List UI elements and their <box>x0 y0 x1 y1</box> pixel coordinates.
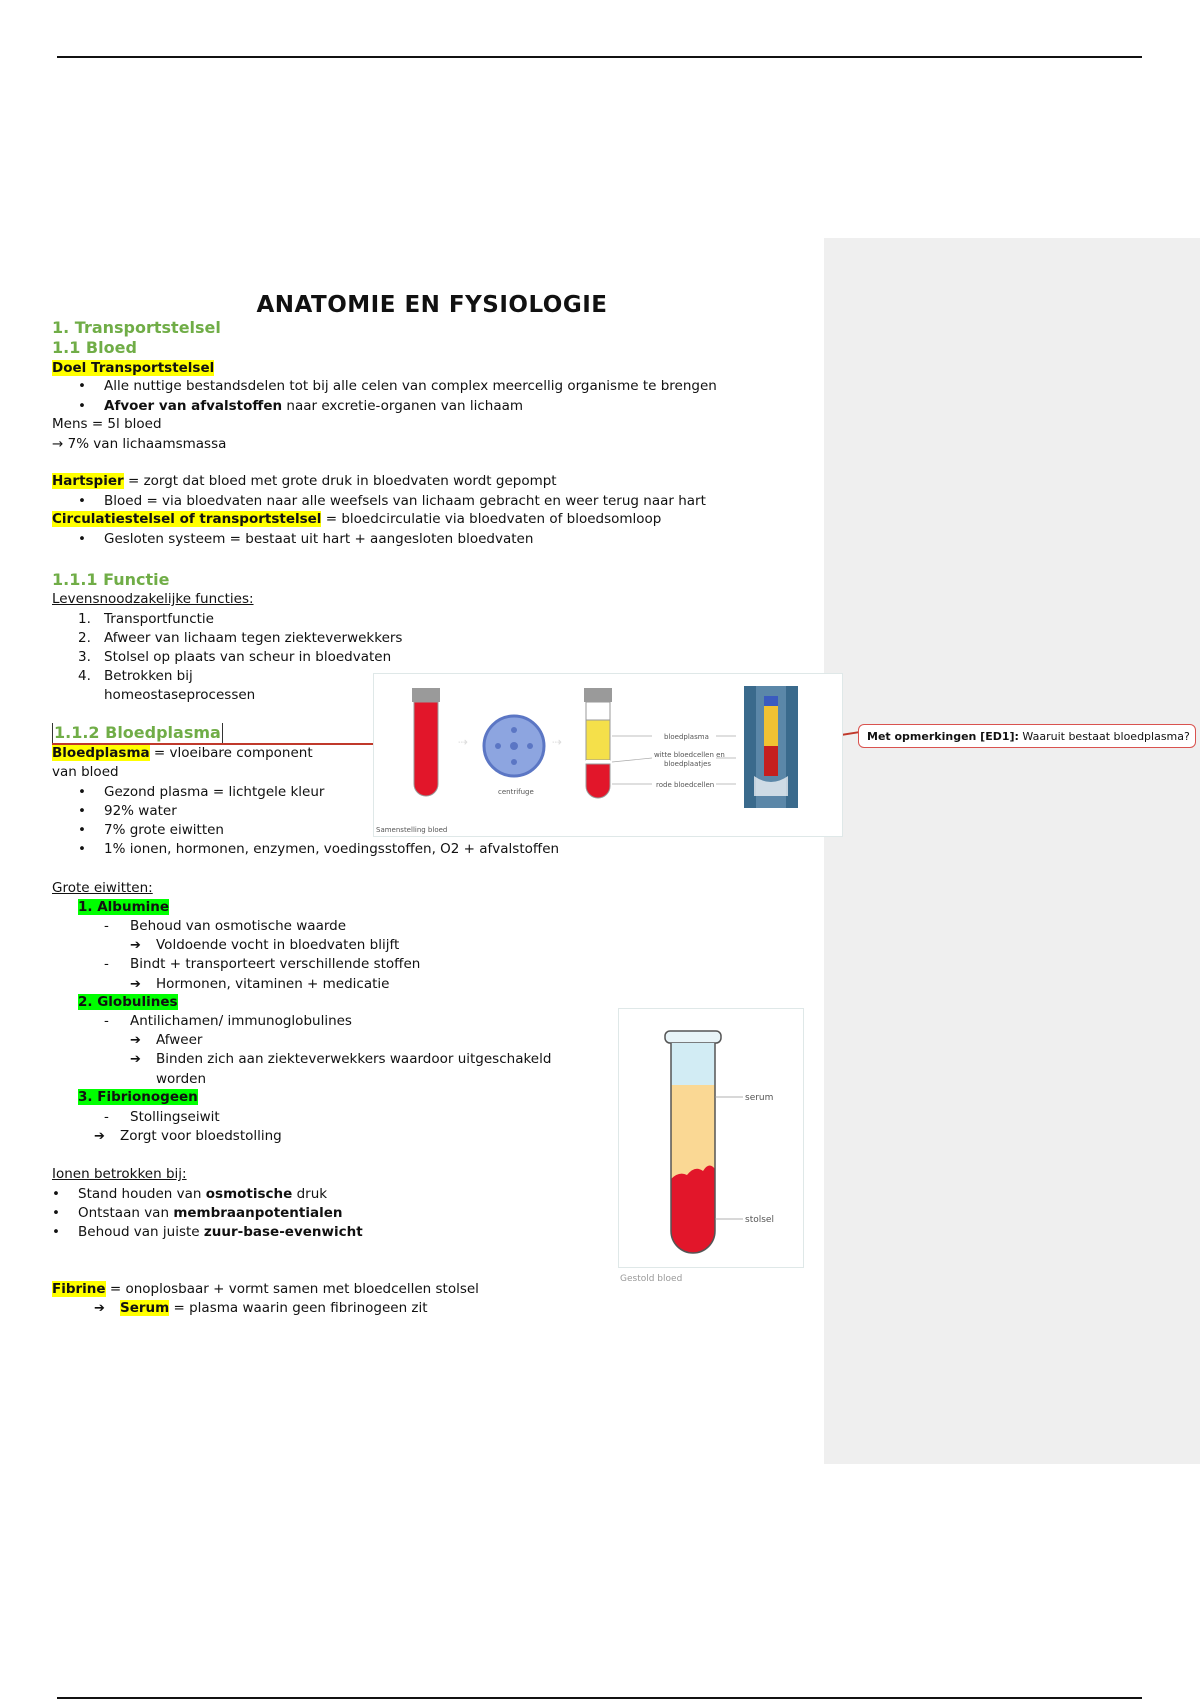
eiwitten-sub: Grote eiwitten: <box>52 880 153 896</box>
circ-def: = bloedcirculatie via bloedvaten of bloedsomloop <box>321 511 662 527</box>
label-witte-bloedcellen: witte bloedcellen en <box>654 751 725 759</box>
albumine-a2-text: Hormonen, vitaminen + medicatie <box>156 976 390 992</box>
figure-blood-composition <box>373 673 843 837</box>
hartspier-line <box>52 472 557 491</box>
comment-margin-pane <box>824 238 1200 1464</box>
albumine-d1-text: Behoud van osmotische waarde <box>130 918 347 934</box>
ionen-b3a: Behoud van juiste <box>78 1224 204 1240</box>
ionen-b1c: druk <box>292 1186 328 1202</box>
ionen-b1a: Stand houden van <box>78 1186 206 1202</box>
ionen-b1b: osmotische <box>205 1186 293 1202</box>
functie-item-4 <box>78 667 193 686</box>
serum-def: = plasma waarin geen fibrinogeen zit <box>169 1300 428 1316</box>
albumine-d1: - Behoud van osmotische waarde <box>104 918 347 934</box>
hartspier-def: = zorgt dat bloed met grote druk in bloedvaten wordt gepompt <box>123 473 557 489</box>
doel-heading: Doel Transportstelsel <box>52 360 215 376</box>
circ-line <box>52 510 661 529</box>
functie-text-1: Transportfunctie <box>104 611 214 627</box>
centrifuge-hub <box>510 742 518 750</box>
globulines-heading: 2. Globulines <box>78 994 178 1010</box>
functie-text-4: Betrokken bij <box>104 668 193 684</box>
albumine-heading: 1. Albumine <box>78 899 170 915</box>
doel-bullet-1: • Alle nuttige bestandsdelen tot bij alle celen van complex meercellig organisme te brengen <box>104 377 717 396</box>
fibrinogeen-d1: - Stollingseiwit <box>104 1109 220 1125</box>
comment-balloon[interactable] <box>858 724 1196 748</box>
heading-bloedplasma: 1.1.2 Bloedplasma <box>54 723 221 742</box>
circ-bullet: • Gesloten systeem = bestaat uit hart + aangesloten bloedvaten <box>104 530 533 549</box>
blood-composition-svg <box>374 674 842 836</box>
plasma-bullet-2: • 92% water <box>104 802 177 821</box>
label-rode-bloedcellen: rode bloedcellen <box>656 781 715 789</box>
doel-bullet-2 <box>104 397 523 416</box>
globulines-a1: ➔ Afweer <box>130 1032 203 1048</box>
tube-rim <box>665 1031 721 1043</box>
hartspier-bullet: • Bloed = via bloedvaten naar alle weefsels van lichaam gebracht en weer terug naar hart <box>104 492 706 511</box>
globulines-d1-text: Antilichamen/ immunoglobulines <box>130 1013 352 1029</box>
functie-text-3: Stolsel op plaats van scheur in bloedvaten <box>104 649 392 665</box>
albumine-a1: ➔ Voldoende vocht in bloedvaten blijft <box>130 937 400 953</box>
heading-transportstelsel: 1. Transportstelsel <box>52 318 221 337</box>
serum-line: ➔ Serum = plasma waarin geen fibrinogeen zit <box>94 1300 428 1316</box>
comment-label: Met opmerkingen [ED1]: <box>867 730 1019 743</box>
circ-term: Circulatiestelsel of transportstelsel <box>52 511 322 527</box>
arrow-icon-2: ⇢ <box>552 735 563 749</box>
functie-sub: Levensnoodzakelijke functies: <box>52 591 254 607</box>
fibrinogeen-d1-text: Stollingseiwit <box>130 1109 220 1125</box>
albumine-d2: - Bindt + transporteert verschillende stoffen <box>104 956 421 972</box>
albumine-a2: ➔ Hormonen, vitaminen + medicatie <box>130 976 390 992</box>
tube1-cap <box>412 688 440 702</box>
fibrine-term: Fibrine <box>52 1281 106 1297</box>
figure1-caption: Samenstelling bloed <box>376 826 448 834</box>
heading-functie: 1.1.1 Functie <box>52 570 170 589</box>
doel-bullet-2-bold: Afvoer van afvalstoffen <box>104 398 283 414</box>
plasma-bullet-3: • 7% grote eiwitten <box>104 821 224 840</box>
label-serum: serum <box>745 1093 774 1103</box>
centrifuge-label: centrifuge <box>498 788 534 796</box>
bloedplasma-def2: van bloed <box>52 764 119 780</box>
bloedplasma-line <box>52 744 313 763</box>
label-bloedplasma: bloedplasma <box>664 733 709 741</box>
ionen-bullet-2 <box>78 1204 343 1223</box>
tube-air <box>671 1043 715 1085</box>
functie-text-2: Afweer van lichaam tegen ziekteverwekkers <box>104 630 403 646</box>
functie-item-2 <box>78 629 403 648</box>
functie-num-3: 3. <box>78 649 91 665</box>
fibrine-def: = onoplosbaar + vormt samen met bloedcellen stolsel <box>105 1281 479 1297</box>
functie-item-4-cont: homeostaseprocessen <box>104 687 256 703</box>
functie-item-3 <box>78 648 392 667</box>
footer-rule <box>57 1697 1142 1699</box>
ionen-b3b: zuur-base-evenwicht <box>203 1224 363 1240</box>
header-rule <box>57 56 1142 58</box>
clotted-blood-svg <box>619 1009 803 1267</box>
albumine-d2-text: Bindt + transporteert verschillende stoffen <box>130 956 421 972</box>
globulines-a2: ➔ Binden zich aan ziekteverwekkers waardoor uitgeschakeld <box>130 1051 552 1067</box>
functie-item-1 <box>78 610 214 629</box>
albumine-a1-text: Voldoende vocht in bloedvaten blijft <box>156 937 400 953</box>
tube2-cap <box>584 688 612 702</box>
hartspier-term: Hartspier <box>52 473 124 489</box>
arrow-icon: ⇢ <box>458 735 469 749</box>
ionen-b2a: Ontstaan van <box>78 1205 174 1221</box>
tube-clot <box>671 1165 715 1253</box>
fibrinogeen-a1: ➔ Zorgt voor bloedstolling <box>94 1128 282 1144</box>
plasma-bullet-1: • Gezond plasma = lichtgele kleur <box>104 783 324 802</box>
functie-num-2: 2. <box>78 630 91 646</box>
fibrine-line <box>52 1280 479 1299</box>
globulines-a2-cont: worden <box>156 1071 207 1087</box>
bloedplasma-def: = vloeibare component <box>149 745 313 761</box>
lichaamsmassa-line: → 7% van lichaamsmassa <box>52 436 227 452</box>
page-title: ANATOMIE EN FYSIOLOGIE <box>256 292 608 318</box>
label-stolsel: stolsel <box>745 1215 774 1225</box>
fibrinogeen-a1-text: Zorgt voor bloedstolling <box>120 1128 282 1144</box>
globulines-a2-text: Binden zich aan ziekteverwekkers waardoor uitgeschakeld <box>156 1051 552 1067</box>
mens-line: Mens = 5l bloed <box>52 416 162 432</box>
doel-bullet-2-rest: naar excretie-organen van lichaam <box>282 398 524 414</box>
comment-text: Waaruit bestaat bloedplasma? <box>1018 730 1190 743</box>
tube2-plasma <box>586 720 610 760</box>
figure2-caption: Gestold bloed <box>620 1274 683 1284</box>
plasma-bullet-4: • 1% ionen, hormonen, enzymen, voedingsstoffen, O2 + afvalstoffen <box>104 840 559 859</box>
functie-num-1: 1. <box>78 611 91 627</box>
heading-bloed: 1.1 Bloed <box>52 338 137 357</box>
tube2-red-cells <box>586 764 610 798</box>
figure-clotted-blood <box>618 1008 804 1268</box>
globulines-d1: - Antilichamen/ immunoglobulines <box>104 1013 352 1029</box>
ionen-bullet-1 <box>78 1185 327 1204</box>
serum-term: Serum <box>120 1300 170 1316</box>
tube-serum <box>671 1085 715 1179</box>
tube1-blood <box>414 702 438 796</box>
ionen-sub: Ionen betrokken bij: <box>52 1166 187 1182</box>
ionen-bullet-3 <box>78 1223 363 1242</box>
globulines-a1-text: Afweer <box>156 1032 203 1048</box>
label-bloedplaatjes: bloedplaatjes <box>664 760 712 768</box>
fibrinogeen-heading: 3. Fibrionogeen <box>78 1089 198 1105</box>
ionen-b2b: membraanpotentialen <box>173 1205 343 1221</box>
bloedplasma-term: Bloedplasma <box>52 745 150 761</box>
functie-num-4: 4. <box>78 668 91 684</box>
